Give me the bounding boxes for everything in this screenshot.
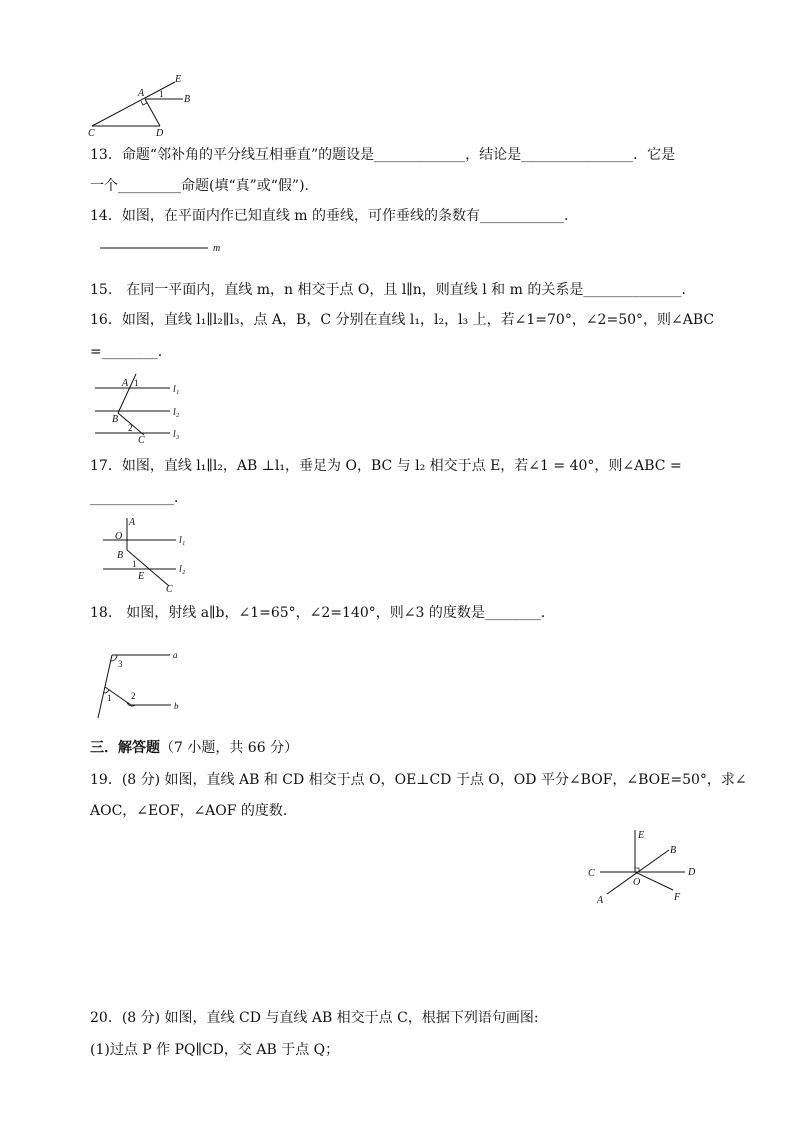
q17-label-1: 1 xyxy=(132,559,137,569)
q18-label-2: 2 xyxy=(131,691,136,701)
q13-line-ad xyxy=(145,99,160,126)
q17-label-l1: l₁ xyxy=(179,535,186,546)
q19-ray-of xyxy=(635,872,673,890)
q18-figure xyxy=(95,647,190,722)
q20-line2: (1)过点 P 作 PQ∥CD，交 AB 于点 Q； xyxy=(90,1042,340,1058)
q19-label-e: E xyxy=(638,830,645,841)
q17-line2: ____________． xyxy=(90,490,188,506)
q18-line1: 18. 如图，射线 a∥b，∠1=65°，∠2=140°，则∠3 的度数是________． xyxy=(90,605,555,621)
q16-label-2: 2 xyxy=(128,423,133,433)
q18-transversal xyxy=(98,655,112,718)
q16-label-c: C xyxy=(138,435,145,444)
q16-label-l1: l₁ xyxy=(173,384,180,395)
q16-label-a: A xyxy=(122,378,129,389)
q19-label-o: O xyxy=(633,877,641,888)
q19-label-a: A xyxy=(597,895,604,906)
q13-label-a: A xyxy=(138,88,145,99)
q19-label-f: F xyxy=(674,892,681,903)
q13-label-b: B xyxy=(184,94,191,105)
q17-line1: 17．如图，直线 l₁∥l₂，AB ⊥l₁，垂足为 O，BC 与 l₂ 相交于点 E，若∠1 = 40°，则∠ABC = xyxy=(90,458,682,474)
q17-label-b: B xyxy=(117,550,124,561)
q16-label-l2: l₂ xyxy=(173,407,180,418)
q19-label-d: D xyxy=(688,867,696,878)
q16-figure xyxy=(90,372,200,444)
q13-label-d: D xyxy=(156,128,164,139)
q13-figure xyxy=(85,72,210,140)
q20-line1: 20．(8 分) 如图，直线 CD 与直线 AB 相交于点 C，根据下列语句画图: xyxy=(90,1010,539,1026)
q19-line2: AOC，∠EOF，∠AOF 的度数． xyxy=(90,803,297,819)
section3-note: （7 小题，共 66 分） xyxy=(160,740,299,756)
q18-label-3: 3 xyxy=(118,659,123,669)
q13-label-c: C xyxy=(88,128,95,139)
q18-label-a: a xyxy=(173,650,178,660)
q18-label-1: 1 xyxy=(107,693,112,703)
q17-label-a: A xyxy=(129,517,136,528)
q17-label-e: E xyxy=(138,571,145,582)
q17-label-o: O xyxy=(115,531,123,542)
q13-label-1: 1 xyxy=(159,89,164,99)
q15-line1: 15. 在同一平面内，直线 m，n 相交于点 O，且 l∥n，则直线 l 和 m 的关系是______________. xyxy=(90,282,686,298)
q16-line2: =________. xyxy=(90,344,163,360)
section3-heading-line xyxy=(90,738,298,758)
q19-figure xyxy=(585,826,705,908)
q17-label-c: C xyxy=(166,584,173,594)
q17-label-l2: l₂ xyxy=(179,564,186,575)
q19-label-c: C xyxy=(588,868,595,879)
q13-line2: 一个_________命题(填“真”或“假”). xyxy=(90,178,310,194)
q13-line1: 13．命题“邻补角的平分线互相垂直”的题设是_____________，结论是________________．它是 xyxy=(90,147,676,163)
q19-line1: 19．(8 分) 如图，直线 AB 和 CD 相交于点 O，OE⊥CD 于点 O，OD 平分∠BOF，∠BOE=50°，求∠ xyxy=(90,772,747,788)
section3-heading: 三．解答题 xyxy=(90,740,160,756)
q16-label-1: 1 xyxy=(134,378,139,388)
q14-line1: 14．如图，在平面内作已知直线 m 的垂线，可作垂线的条数有____________. xyxy=(90,208,569,224)
q13-label-e: E xyxy=(175,74,182,85)
q14-label-m: m xyxy=(213,243,221,254)
q19-label-b: B xyxy=(670,845,677,856)
q14-figure xyxy=(95,238,235,258)
q18-label-b: b xyxy=(174,701,179,711)
q16-line1: 16．如图，直线 l₁∥l₂∥l₃，点 A，B，C 分别在直线 l₁，l₂，l₃ 上，若∠1=70°，∠2=50°，则∠ABC xyxy=(90,312,715,328)
q17-figure xyxy=(100,514,200,594)
q16-label-l3: l₃ xyxy=(173,429,180,440)
q16-label-b: B xyxy=(112,414,119,425)
